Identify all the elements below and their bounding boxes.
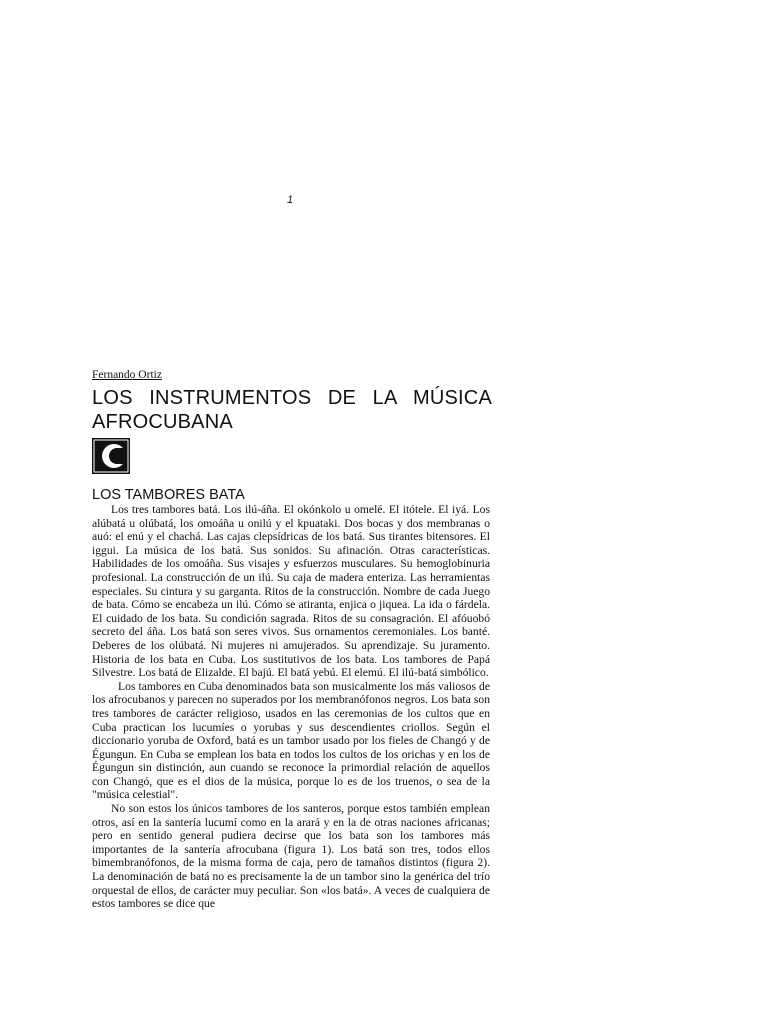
body-text — [92, 503, 490, 911]
publisher-c-logo-icon — [92, 438, 130, 474]
paragraph-1: Los tres tambores batá. Los ilú-áña. El okónkolo u omelé. El itótele. El iyá. Los alúbatá u olúbatá, los omoáña u onilú y el kpuataki. Dos bocas y dos membranas o auó: el enú y el chachá. Las cajas clepsídricas de los batá. Sus tirantes bitensores. El iggui. La música de los batá. Sus sonidos. Su afinación. Otras características. Habilidades de los omoáña. Sus visajes y esfuerzos musculares. Su hemoglobinuria profesional. La construcción de un ilú. Su caja de madera enteriza. Las herramientas especiales. Su cintura y su garganta. Ritos de la construcción. Nombre de cada Juego de bata. Cómo se encabeza un ilú. Cómo se atiranta, enjica o jiquea. La ida o fárdela. El cuidado de los bata. Su condición sagrada. Ritos de su consagración. El afóuobó secreto del áña. Los batá son seres vivos. Sus ornamentos ceremoniales. Los banté. Deberes de los olúbatá. Ni mujeres ni amujerados. Su aprendizaje. Su juramento. Historia de los bata en Cuba. Los sustitutivos de los bata. Los tambores de Papá Silvestre. Los batá de Elizalde. El bajú. El batá yebú. El elemú. El ilú-batá simbólico. — [92, 503, 490, 680]
paragraph-2: Los tambores en Cuba denominados bata son musicalmente los más valiosos de los afrocubanos y parecen no superados por los membranófonos negros. Los bata son tres tambores de carácter religioso, usados en las ceremonias de los cultos que en Cuba practican los lucumíes o yorubas y sus descendientes criollos. Según el diccionario yoruba de Oxford, batá es un tambor usado por los fieles de Changó y de Égungun. En Cuba se emplean los bata en todos los cultos de los orichas y en los de Égungun sin distinción, aun cuando se reconoce la primordial relación de aquellos con Changó, que es el dios de la música, porque lo es de los truenos, o sea de la "música celestial". — [92, 679, 490, 802]
paragraph-3: No son estos los únicos tambores de los santeros, porque estos también emplean otros, así en la santería lucumí como en la arará y en la de otras naciones africanas; pero en sentido general pudiera decirse que los bata son los tambores más importantes de la santería afrocubana (figura 1). Los batá son tres, todos ellos bimembranófonos, de la misma forma de caja, pero de tamaños distintos (figura 2). La denominación de batá no es precisamente la de un tambor sino la genérica del trío orquestal de ellos, de carácter muy peculiar. Son «los batá». A veces de cualquiera de estos tambores se dice que — [92, 802, 490, 911]
section-heading: LOS TAMBORES BATA — [92, 487, 245, 503]
author-name: Fernando Ortiz — [92, 369, 162, 381]
book-title: LOS INSTRUMENTOS DE LA MÚSICA AFROCUBANA — [92, 387, 492, 433]
page-number: 1 — [287, 194, 294, 206]
